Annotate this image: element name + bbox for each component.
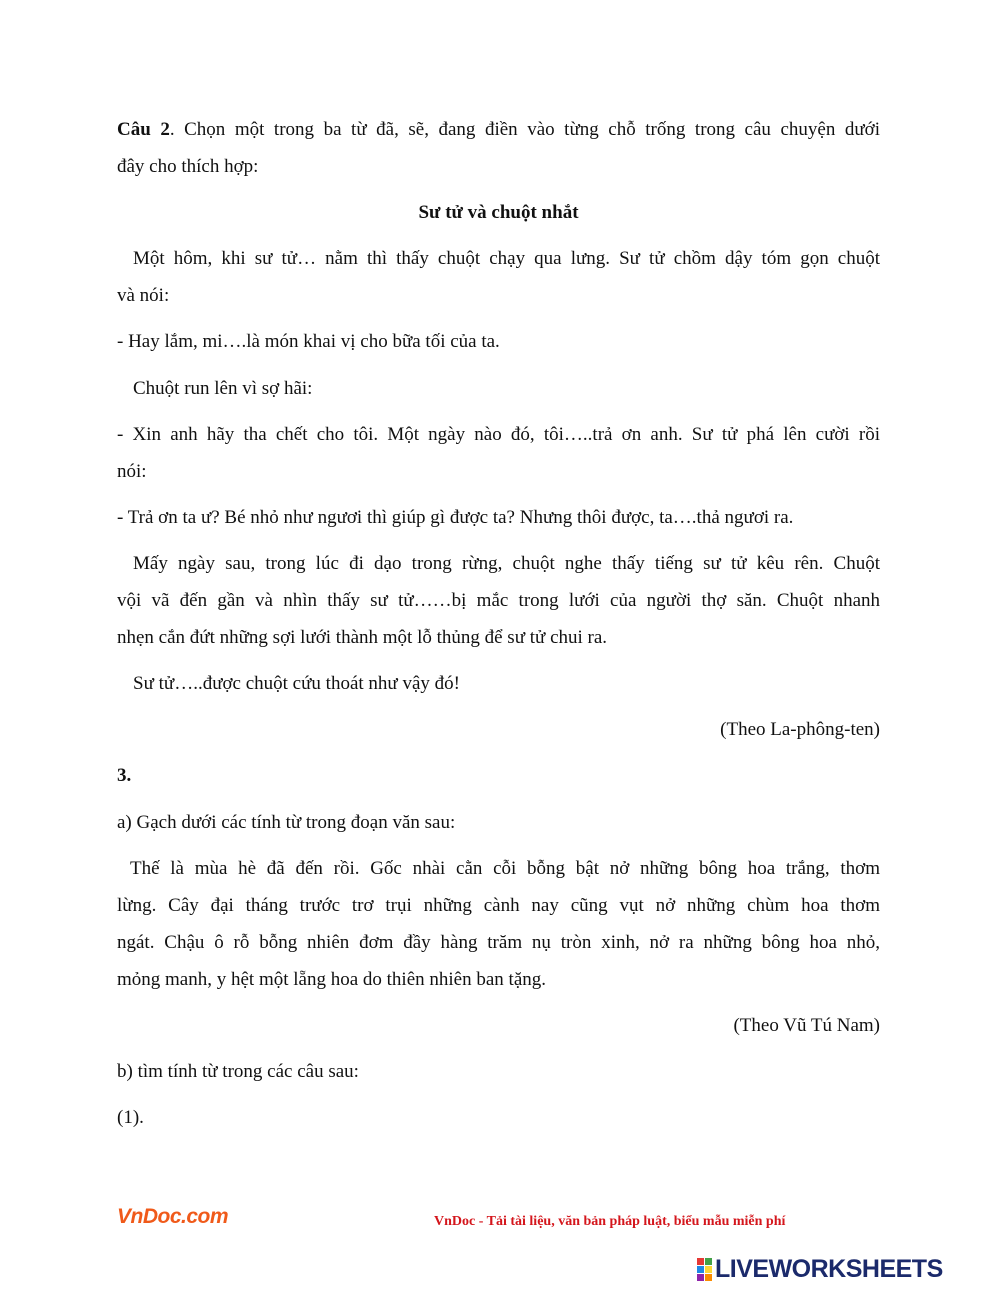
passage-line: mỏng manh, y hệt một lẵng hoa do thiên nhiên ban tặng.: [117, 969, 547, 990]
story-line: vội vã đến gần và nhìn thấy sư tử……bị mắc trong lưới của người thợ săn. Chuột nhanh: [117, 590, 880, 611]
question-3-part-a: a) Gạch dưới các tính từ trong đoạn văn sau:: [117, 812, 456, 833]
question-3-part-b: b) tìm tính từ trong các câu sau:: [117, 1061, 359, 1082]
question-2-label: Câu 2: [117, 119, 170, 140]
question-3-label: 3.: [117, 765, 132, 786]
liveworksheets-text: LIVEWORKSHEETS: [715, 1254, 943, 1283]
story-line: nhẹn cắn đứt những sợi lưới thành một lỗ thủng để sư tử chui ra.: [117, 627, 608, 648]
footer-tagline: VnDoc - Tải tài liệu, văn bản pháp luật, biểu mẫu miễn phí: [434, 1214, 786, 1229]
story-line: nói:: [117, 461, 147, 482]
story-line: - Xin anh hãy tha chết cho tôi. Một ngày nào đó, tôi…..trả ơn anh. Sư tử phá lên cười rồi: [117, 424, 880, 445]
passage-line: Thế là mùa hè đã đến rồi. Gốc nhài cằn cỗi bỗng bật nở những bông hoa trắng, thơm: [130, 858, 880, 879]
story-line: Chuột run lên vì sợ hãi:: [133, 378, 313, 399]
passage-source: (Theo Vũ Tú Nam): [733, 1015, 880, 1036]
story-line: Sư tử…..được chuột cứu thoát như vậy đó!: [133, 673, 460, 694]
question-3-item-1: (1).: [117, 1107, 144, 1128]
story-line: và nói:: [117, 285, 170, 306]
story-line: - Hay lắm, mi….là món khai vị cho bữa tối của ta.: [117, 331, 500, 352]
story-source: (Theo La-phông-ten): [720, 719, 880, 740]
vndoc-logo[interactable]: VnDoc.com: [117, 1205, 229, 1228]
question-2-line-2: đây cho thích hợp:: [117, 156, 259, 177]
question-2-line-1: Câu 2. Chọn một trong ba từ đã, sẽ, đang điền vào từng chỗ trống trong câu chuyện dưới: [117, 119, 880, 140]
story-line: Mấy ngày sau, trong lúc đi dạo trong rừng, chuột nghe thấy tiếng sư tử kêu rên. Chuột: [133, 553, 880, 574]
liveworksheets-watermark: [697, 1254, 943, 1284]
liveworksheets-logo-icon: [697, 1258, 712, 1281]
story-line: Một hôm, khi sư tử… nằm thì thấy chuột chạy qua lưng. Sư tử chồm dậy tóm gọn chuột: [133, 248, 880, 269]
passage-line: ngát. Chậu ô rỗ bỗng nhiên đơm đầy hàng trăm nụ tròn xinh, nở ra những bông hoa nhỏ,: [117, 932, 880, 953]
story-title: Sư tử và chuột nhắt: [418, 202, 579, 223]
story-line: - Trả ơn ta ư? Bé nhỏ như ngươi thì giúp gì được ta? Nhưng thôi được, ta….thả ngươi ra.: [117, 507, 794, 528]
passage-line: lừng. Cây đại tháng trước trơ trụi những cành nay cũng vụt nở những chùm hoa thơm: [117, 895, 880, 916]
